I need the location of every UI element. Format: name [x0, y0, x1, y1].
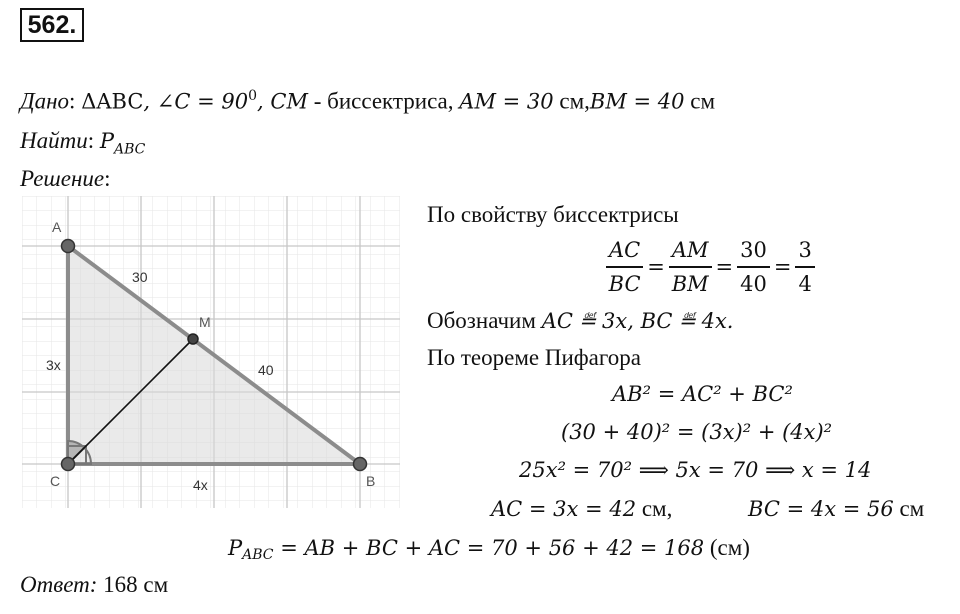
denote-prefix: Обозначим	[427, 308, 542, 333]
solution-sep: :	[104, 166, 111, 191]
triangle-figure	[22, 196, 400, 508]
find-sub: ABC	[114, 141, 146, 158]
label-m: M	[199, 314, 211, 330]
perimeter-rest: = AB + BC + AC = 70 + 56 + 42 = 168	[273, 536, 705, 560]
answer-label: Ответ:	[20, 572, 98, 597]
triangle-abc: ΔABC	[81, 89, 144, 114]
equation-1: AB² = AC² + BC²	[612, 382, 793, 406]
equation-2: (30 + 40)² = (3x)² + (4x)²	[561, 420, 833, 444]
segment-cm: CM	[270, 89, 308, 114]
result-ac: AC = 3x = 42	[491, 497, 637, 521]
label-mb-40: 40	[258, 362, 274, 378]
given-am-unit: см,	[553, 88, 590, 114]
point-b	[354, 458, 367, 471]
label-ac-3x: 3x	[46, 357, 61, 373]
label-a: A	[52, 219, 62, 235]
perimeter-sub: ABC	[242, 547, 274, 564]
ratio-bm: BM	[671, 272, 709, 296]
result-bc: BC = 4x = 56	[748, 497, 894, 521]
equation-4b	[748, 496, 924, 522]
find-line	[20, 128, 145, 158]
ratio-3: 3	[795, 234, 814, 268]
result-ac-unit: см,	[636, 496, 673, 521]
find-label: Найти	[20, 128, 88, 153]
ratio-ac: AC	[606, 234, 643, 268]
ratio-40: 40	[740, 272, 767, 296]
given-bm: BM = 40	[589, 89, 685, 114]
result-bc-unit: см	[893, 496, 925, 521]
given-sep: :	[69, 88, 82, 114]
denote-ac: AC	[541, 309, 573, 333]
point-m	[188, 334, 198, 344]
denote-def-1: ≝	[578, 309, 597, 333]
answer-value: 168 см	[97, 572, 169, 597]
label-c: C	[50, 473, 61, 489]
perimeter-p: P	[228, 536, 243, 560]
ratio-30: 30	[737, 234, 770, 268]
perimeter-unit: (см)	[704, 535, 750, 560]
label-am-30: 30	[132, 269, 148, 285]
point-a	[62, 240, 75, 253]
denote-4x: 4x.	[701, 309, 734, 333]
find-p: P	[99, 129, 115, 153]
ratio-bc: BC	[608, 272, 641, 296]
bisector-text: - биссектриса,	[307, 88, 460, 114]
label-b: B	[366, 473, 376, 489]
angle-c: ∠C = 90	[156, 89, 249, 114]
solution-line	[20, 166, 111, 192]
step-bisector-property: По свойству биссектрисы	[427, 202, 679, 227]
perimeter-equation	[228, 535, 750, 563]
ratio-am: AM	[669, 234, 712, 268]
given-label: Дано	[20, 88, 70, 114]
denote-3x: 3x, BC	[602, 309, 673, 333]
denote-def-2: ≝	[678, 309, 696, 333]
given-line: Дано: ΔABC, ∠C = $90^0$, CM - биссектриса, AM = 30 см,BM = 40 см	[20, 88, 716, 114]
solution-label: Решение	[20, 166, 105, 191]
answer-line	[20, 572, 168, 598]
ratio-4: 4	[798, 272, 812, 296]
angle-degree: 0	[248, 88, 258, 104]
equation-4	[491, 496, 672, 522]
point-c	[62, 458, 75, 471]
label-cb-4x: 4x	[193, 477, 208, 493]
given-bm-unit: см	[684, 88, 716, 114]
step-pythagoras: По теореме Пифагора	[427, 345, 641, 370]
equation-3: 25x² = 70² ⟹ 5x = 70 ⟹ x = 14	[519, 458, 872, 482]
find-sep: :	[87, 128, 100, 153]
step-denote	[427, 308, 733, 334]
ratio-equation: $\frac{AC}{BC}$ = $\frac{AM}{BM}$ = $\frac{30}{40}$ = $\frac{3}{4}$	[606, 234, 815, 300]
problem-number: 562.	[20, 8, 84, 42]
given-am: AM = 30	[459, 89, 554, 114]
